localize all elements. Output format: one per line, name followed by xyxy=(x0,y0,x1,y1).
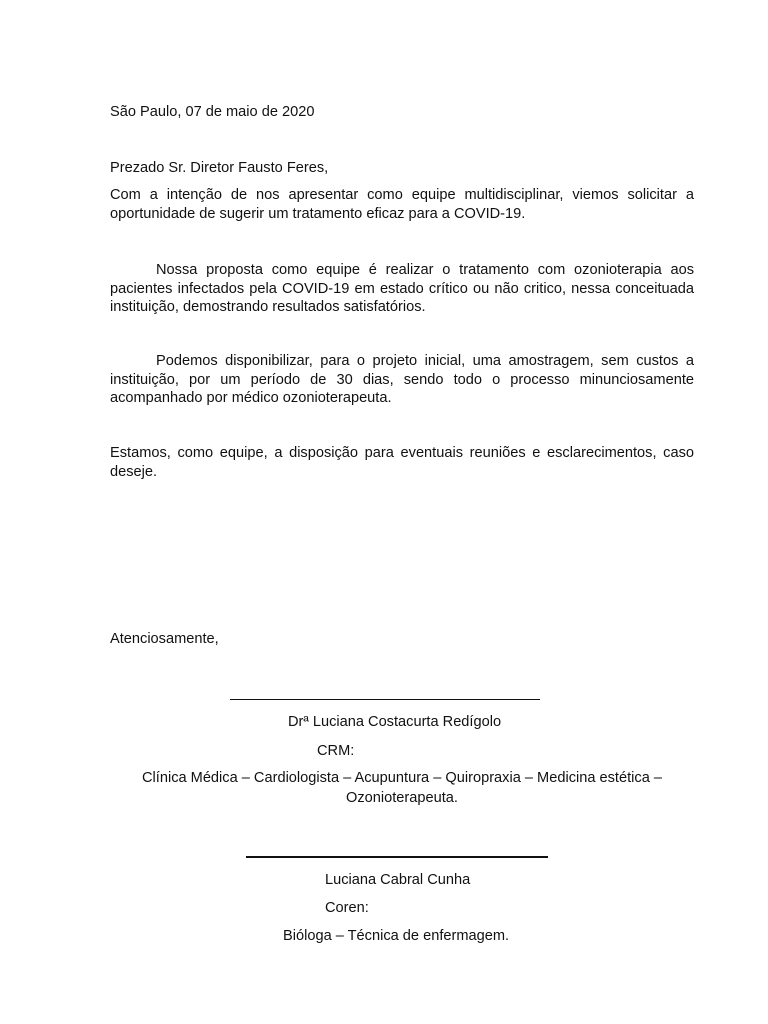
signatory-1-registration: CRM: xyxy=(317,743,355,759)
paragraph-offer-text: Podemos disponibilizar, para o projeto inicial, uma amostragem, sem custos a instituição, por um período de 30 dias, sendo todo o processo minunciosamente acompanhado por médico ozonioterapeuta. xyxy=(110,353,694,406)
signatory-2-name: Luciana Cabral Cunha xyxy=(325,872,471,888)
salutation: Prezado Sr. Diretor Fausto Feres, xyxy=(110,160,329,176)
signatory-1-specialties: Clínica Médica – Cardiologista – Acupuntura – Quiropraxia – Medicina estética – Ozonioterapeuta. xyxy=(142,770,662,806)
signature-line-1 xyxy=(230,699,540,700)
date-line: São Paulo, 07 de maio de 2020 xyxy=(110,104,315,120)
closing: Atenciosamente, xyxy=(110,631,219,647)
paragraph-offer xyxy=(110,352,694,408)
paragraph-availability: Estamos, como equipe, a disposição para eventuais reuniões e esclarecimentos, caso deseje. xyxy=(110,445,694,480)
paragraph-proposal xyxy=(110,261,694,317)
paragraph-proposal-text: Nossa proposta como equipe é realizar o tratamento com ozonioterapia aos pacientes infectados pela COVID-19 em estado crítico ou não critico, nessa conceituada instituição, demostrando resultados satisfatórios. xyxy=(110,262,694,315)
signatory-2-registration: Coren: xyxy=(325,900,369,916)
signature-line-2 xyxy=(246,856,548,858)
signatory-1-name: Drª Luciana Costacurta Redígolo xyxy=(288,714,502,730)
signatory-2-specialties: Bióloga – Técnica de enfermagem. xyxy=(283,928,510,944)
paragraph-intro: Com a intenção de nos apresentar como equipe multidisciplinar, viemos solicitar a oportunidade de sugerir um tratamento eficaz para a COVID-19. xyxy=(110,187,694,222)
